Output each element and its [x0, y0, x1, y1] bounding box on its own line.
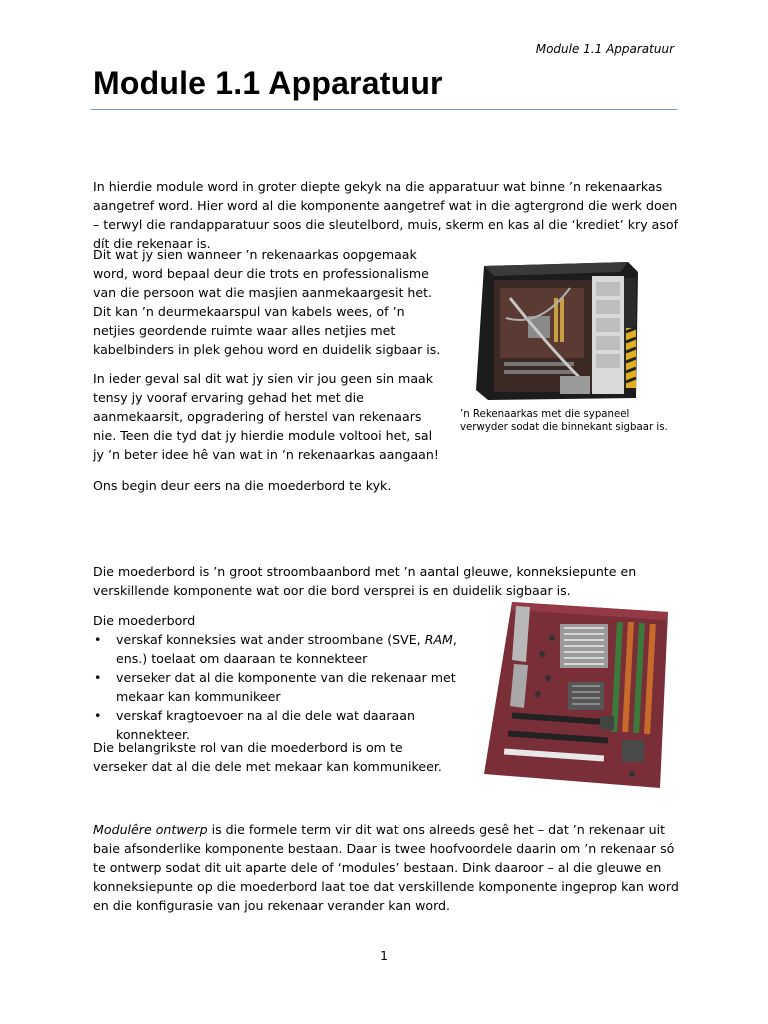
bullet-icon: •	[94, 632, 102, 647]
bullet-icon: •	[94, 670, 102, 685]
begin-paragraph: Ons begin deur eers na die moederbord te kyk.	[93, 478, 392, 493]
modular-paragraph: Modulêre ontwerp is die formele term vir dit wat ons alreeds gesê het – dat ’n rekenaar uit baie afsonderlike komponente bestaan. Daar is twee hoofvoordele daarin om ’n rekenaar só te ontwerp sodat dit uit aparte dele of ‘modules’ bestaan. Dink daaroor – al die gleuwe en konneksiepunte op die moederbord laat toe dat verskillende komponente ingeprop kan word en die konfigurasie van jou rekenaar verander kan word.	[93, 822, 679, 913]
computer-case-image	[470, 258, 642, 404]
case-image-caption: ’n Rekenaarkas met die sypaneel verwyder sodat die binnekant sigbaar is.	[460, 409, 668, 433]
motherboard-bullet-list	[93, 630, 478, 744]
page-title: Module 1.1 Apparatuur	[93, 65, 443, 101]
list-item: • verseker dat al die komponente van die rekenaar met mekaar kan kommunikeer	[94, 670, 456, 704]
role-paragraph: Die belangrikste rol van die moederbord is om te verseker dat al die dele met mekaar kan kommunikeer.	[93, 740, 442, 774]
intro-paragraph: In hierdie module word in groter diepte gekyk na die apparatuur wat binne ’n rekenaarkas aangetref word. Hier word al die komponente aangetref wat in die agtergrond die werk doen – terwyl die randapparatuur soos die sleutelbord, muis, skerm en kas al die ‘krediet’ kry asof dít die rekenaar is.	[93, 179, 679, 251]
list-item: • verskaf konneksies wat ander stroombane (SVE, RAM, ens.) toelaat om daaraan te konnekteer	[94, 632, 457, 666]
experience-paragraph: In ieder geval sal dit wat jy sien vir jou geen sin maak tensy jy vooraf ervaring gehad het met die aanmekaarsit, opgradering of herstel van rekenaars nie. Teen die tyd dat jy hierdie module voltooi het, sal jy ’n beter idee hê van wat in ’n rekenaarkas aangaan!	[93, 371, 439, 462]
motherboard-image	[482, 598, 672, 790]
bullet-icon: •	[94, 708, 102, 723]
case-paragraph: Dit wat jy sien wanneer ’n rekenaarkas oopgemaak word, word bepaal deur die trots en professionalisme van die persoon wat die masjien aanmekaargesit het. Dit kan ’n deurmekaarspul van kabels wees, of ’n netjies geordende ruimte waar alles netjies met kabelbinders in plek gehou word en duidelik sigbaar is.	[93, 247, 441, 357]
motherboard-paragraph: Die moederbord is ’n groot stroombaanbord met ’n aantal gleuwe, konneksiepunte en verskillende komponente wat oor die bord versprei is en duidelik sigbaar is.	[93, 564, 637, 598]
list-intro: Die moederbord	[93, 613, 196, 628]
running-header: Module 1.1 Apparatuur	[535, 42, 674, 56]
page-number: 1	[379, 948, 388, 963]
title-divider	[91, 109, 677, 110]
list-item: • verskaf kragtoevoer na al die dele wat daaraan konnekteer.	[94, 708, 415, 742]
modular-term: Modulêre ontwerp	[93, 822, 208, 837]
